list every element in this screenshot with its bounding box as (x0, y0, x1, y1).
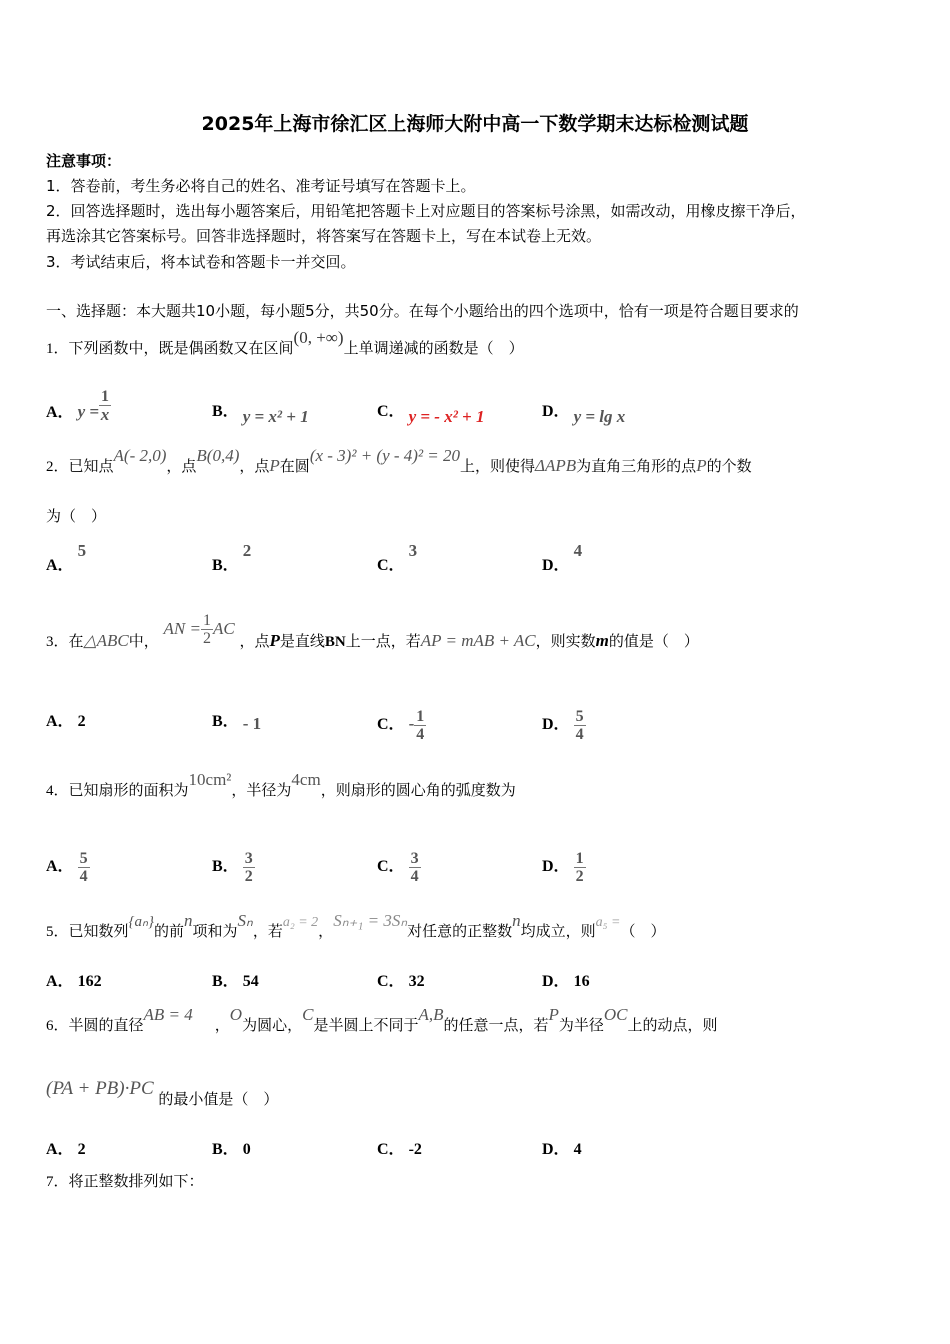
fraction (99, 388, 111, 423)
question-text: 对任意的正整数 (407, 922, 513, 940)
denominator: x (100, 405, 110, 424)
option-label: A． (46, 404, 74, 422)
denominator: 2 (575, 868, 584, 885)
option-label: D． (542, 973, 570, 990)
math: Sₙ₊₁ = 3Sₙ (333, 911, 408, 930)
option-value: 4 (573, 1141, 582, 1158)
question-text: 的最小值是（ ） (158, 1090, 279, 1108)
math: Sₙ (237, 911, 253, 930)
option-label: A． (46, 858, 74, 876)
math: - (408, 714, 415, 734)
question-text: 均成立，则 (520, 922, 596, 940)
math: m (595, 631, 609, 650)
question-text: 已知点 (68, 457, 114, 475)
question-text: 已知数列 (68, 922, 129, 940)
option-d[interactable] (542, 1136, 582, 1159)
question-text: 在圆 (279, 457, 310, 475)
question-text: 为半径 (558, 1016, 604, 1034)
option-label: C． (377, 557, 405, 574)
math: △ABC (83, 631, 129, 650)
question-number: 3． (46, 634, 69, 650)
question-5 (46, 911, 666, 943)
option-label: D． (542, 1141, 570, 1158)
question-text: 的个数 (706, 457, 752, 475)
question-text: ，点 (166, 457, 197, 475)
option-a[interactable] (46, 388, 111, 431)
question-text: ，则扇形的圆心角的弧度数为 (320, 781, 516, 799)
option-value: 0 (242, 1141, 251, 1158)
math: 5 (77, 541, 87, 560)
math: (0, +∞) (293, 328, 344, 347)
question-text: 项和为 (192, 922, 238, 940)
question-text: 在 (68, 632, 84, 650)
question-text: 上一点，若 (345, 632, 421, 650)
denominator: 4 (410, 868, 419, 885)
math: a₂ = 2 (282, 915, 319, 930)
option-label: A． (46, 973, 74, 990)
fraction (78, 850, 90, 885)
question-text: ，若 (252, 922, 283, 940)
option-label: B． (212, 403, 239, 420)
math: {aₙ} (128, 914, 155, 930)
math: ΔAPB (535, 456, 577, 475)
option-label: C． (377, 1141, 405, 1158)
numerator: 1 (416, 708, 425, 725)
question-number: 4． (46, 783, 69, 799)
question-text: 上，则使得 (460, 457, 536, 475)
fraction (409, 850, 421, 885)
denominator: 2 (244, 868, 253, 885)
option-label: C． (377, 858, 405, 876)
math: AP = mAB + AC (420, 631, 536, 650)
option-label: B． (212, 557, 239, 574)
question-text: ， (318, 922, 334, 940)
math: a₅ = (595, 915, 621, 930)
math: AN = (163, 619, 201, 638)
fraction (574, 708, 586, 743)
question-text: ， (214, 1016, 230, 1034)
question-text: ，半径为 (231, 781, 292, 799)
option-value: 162 (77, 973, 102, 990)
section-heading: 一、选择题：本大题共10小题，每小题5分，共50分。在每个小题给出的四个选项中，恰有一项是符合题目要求的 (46, 302, 799, 320)
math: y = x² + 1 (242, 407, 309, 426)
question-number: 6． (46, 1018, 69, 1034)
option-value: 32 (408, 973, 425, 990)
question-text: 半圆的直径 (68, 1016, 144, 1034)
option-c[interactable] (377, 398, 485, 426)
math: 3 (408, 541, 418, 560)
question-text: 为（ ） (46, 507, 107, 525)
note-item: 1．答卷前，考生务必将自己的姓名、准考证号填写在答题卡上。 (46, 177, 476, 195)
option-c[interactable] (377, 968, 425, 991)
option-d[interactable] (542, 398, 626, 426)
question-6 (46, 1005, 718, 1036)
denominator: 2 (202, 630, 211, 647)
question-number: 1． (46, 341, 69, 357)
note-item: 再选涂其它答案标号。回答非选择题时，将答案写在答题卡上，写在本试卷上无效。 (46, 227, 602, 245)
option-a[interactable] (46, 541, 87, 575)
question-4 (46, 770, 516, 801)
math: P (269, 456, 280, 475)
option-a[interactable] (46, 850, 90, 885)
math: 4cm (291, 770, 321, 789)
math: P (269, 631, 280, 650)
option-d[interactable] (542, 850, 586, 885)
question-text: 上的动点，则 (627, 1016, 718, 1034)
option-a[interactable] (46, 708, 86, 731)
denominator: 4 (79, 868, 88, 885)
option-a[interactable] (46, 968, 102, 991)
math: n (512, 911, 521, 930)
option-label: C． (377, 716, 405, 734)
question-text: 下列函数中，既是偶函数又在区间 (68, 339, 294, 357)
question-text: ，点 (239, 457, 270, 475)
option-b[interactable] (212, 1136, 251, 1159)
numerator: 5 (79, 850, 88, 867)
option-label: D． (542, 403, 570, 420)
math: P (696, 456, 707, 475)
option-label: C． (377, 973, 405, 990)
question-3 (46, 612, 699, 659)
question-2 (46, 446, 752, 477)
note-item: 2．回答选择题时，选出每小题答案后，用铅笔把答题卡上对应题目的答案标号涂黑，如需改动，用橡皮擦干净后， (46, 202, 806, 220)
denominator: 4 (575, 726, 584, 743)
math (163, 612, 235, 647)
math: y = lg x (573, 407, 626, 426)
math: y = - x² + 1 (408, 407, 485, 426)
option-b[interactable] (212, 398, 309, 426)
question-text: 上单调递减的函数是（ ） (343, 339, 524, 357)
option-label: B． (212, 1141, 239, 1158)
question-1 (46, 328, 524, 359)
math: (PA + PB)·PC (46, 1078, 154, 1099)
option-label: D． (542, 716, 570, 734)
math: OC (603, 1005, 628, 1024)
option-d[interactable] (542, 968, 590, 991)
question-text: ，则实数 (535, 632, 596, 650)
option-b[interactable] (212, 850, 255, 885)
fraction (243, 850, 255, 885)
option-value: 16 (573, 973, 590, 990)
question-text: 是半圆上不同于 (313, 1016, 419, 1034)
note-item: 3．考试结束后，将本试卷和答题卡一并交回。 (46, 253, 356, 271)
math: A,B (418, 1005, 444, 1024)
option-d[interactable] (542, 541, 583, 575)
math: - 1 (242, 714, 262, 733)
option-value: 2 (77, 713, 86, 730)
numerator: 5 (575, 708, 584, 725)
math: C (302, 1005, 314, 1024)
question-number: 2． (46, 459, 69, 475)
question-text: 为圆心， (242, 1016, 303, 1034)
numerator: 1 (101, 388, 110, 405)
option-b[interactable] (212, 541, 252, 575)
question-text: 中， (128, 632, 159, 650)
question-text: 的前 (154, 922, 185, 940)
question-text: 的值是（ ） (608, 632, 699, 650)
question-7 (46, 1171, 204, 1192)
math: n (184, 911, 193, 930)
numerator: 1 (202, 612, 211, 629)
option-c[interactable] (377, 850, 421, 885)
question-text: 将正整数排列如下： (68, 1172, 204, 1190)
numerator: 1 (575, 850, 584, 867)
question-text: 的任意一点，若 (443, 1016, 549, 1034)
question-text: ，点 (239, 632, 270, 650)
option-label: A． (46, 557, 74, 574)
question-number: 7． (46, 1174, 69, 1190)
option-c[interactable] (377, 708, 426, 743)
fraction (414, 708, 426, 743)
option-value: -2 (408, 1141, 422, 1158)
question-text: （ ） (620, 922, 666, 940)
option-c[interactable] (377, 541, 418, 575)
math: AC (212, 619, 235, 638)
question-number: 5． (46, 924, 69, 940)
math: 4 (573, 541, 583, 560)
option-value: 2 (77, 1141, 86, 1158)
option-label: D． (542, 557, 570, 574)
math: B(0,4) (196, 446, 240, 465)
option-b[interactable] (212, 968, 259, 991)
math: A(- 2,0) (113, 446, 167, 465)
math: 2 (242, 541, 252, 560)
option-label: B． (212, 858, 239, 876)
math: 10cm² (188, 770, 232, 789)
option-label: A． (46, 1141, 74, 1158)
option-d[interactable] (542, 708, 586, 743)
math: y = (77, 402, 100, 422)
option-a[interactable] (46, 1136, 86, 1159)
math: P (548, 1005, 559, 1024)
math: (x - 3)² + (y - 4)² = 20 (309, 446, 461, 465)
question-text: 已知扇形的面积为 (68, 781, 189, 799)
question-text: 为直角三角形的点 (576, 457, 697, 475)
math: AB = 4 (143, 1005, 193, 1024)
math: O (229, 1005, 243, 1024)
question-text: 是直线 (279, 632, 325, 650)
option-label: D． (542, 858, 570, 876)
fraction (574, 850, 586, 885)
option-label: B． (212, 973, 239, 990)
option-b[interactable] (212, 708, 261, 731)
option-label: B． (212, 713, 239, 730)
option-label: A． (46, 713, 74, 730)
math: BN (324, 634, 346, 650)
denominator: 4 (416, 726, 425, 743)
numerator: 3 (410, 850, 419, 867)
fraction (201, 612, 213, 647)
option-value: 54 (242, 973, 259, 990)
option-c[interactable] (377, 1136, 422, 1159)
numerator: 3 (244, 850, 253, 867)
page-title: 2025年上海市徐汇区上海师大附中高一下数学期末达标检测试题 (201, 113, 749, 135)
option-label: C． (377, 403, 405, 420)
notes-heading: 注意事项： (46, 152, 122, 170)
question-6-line-2 (46, 1078, 279, 1109)
